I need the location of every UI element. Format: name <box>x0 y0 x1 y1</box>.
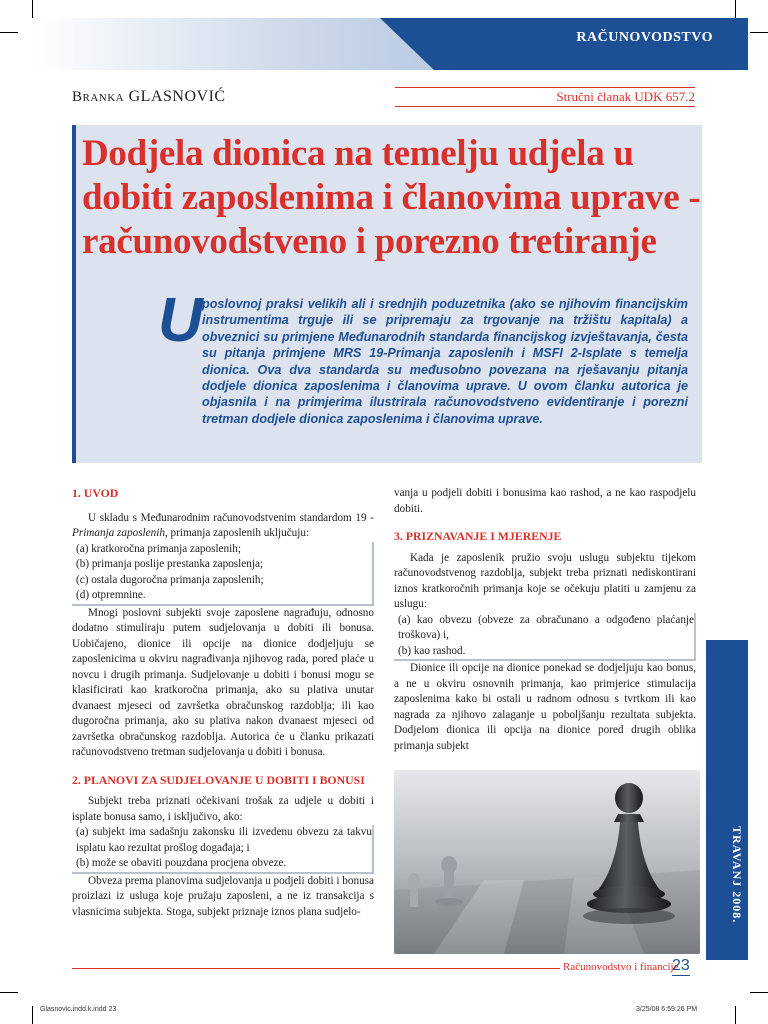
crop-mark <box>32 1006 33 1024</box>
crop-mark <box>750 992 768 993</box>
crop-mark <box>0 32 18 33</box>
paragraph: Kada je zaposlenik pružio svoju uslugu subjektu tijekom računovodstvenog razdoblja, subjekt treba priznati nediskontirani iznos kratkoročnih primanja koje se očekuju platiti u zamjenu za uslugu: <box>394 551 696 610</box>
abstract-text: poslovnoj praksi velikih ali i srednjih poduzetnika (ako se njihovim financijskim instrumentima trguje ili se pripremaju za trgovanje na tržištu kapitala) a obveznici su primjene Međunarodnih standarda financijskog izvještavanja, česta su pitanja primjene MRS 19-Primanja zaposlenih i MSFI 2-Isplate s temelja dionica. Ova dva standarda su međusobno povezana na rješavanju pitanja dodjele dionica zaposlenima i članovima uprave. U ovom članku autorica je objasnila i na primjerima ilustrirala računovodstveno evidentiranje i porezni tretman dodjele dionica zaposlenima i članovima uprave. <box>202 297 688 426</box>
paragraph: vanja u podjeli dobiti i bonusima kao rashod, a ne kao raspodjelu dobiti. <box>394 487 696 515</box>
crop-mark <box>0 992 18 993</box>
left-column <box>72 486 374 920</box>
list-item: (a) subjekt ima sadašnju zakonsku ili izvedenu obvezu za takvu isplatu kao rezultat prošlog događaja; i <box>76 826 372 854</box>
list-item: (c) ostala dugoročna primanja zaposlenih; <box>76 573 264 586</box>
section-label: RAČUNOVODSTVO <box>576 30 713 45</box>
crop-mark <box>32 0 33 18</box>
list-item: (b) može se obaviti pouzdana procjena obveze. <box>76 857 287 869</box>
paragraph: Subjekt treba priznati očekivani trošak za udjele u dobiti i isplate bonusa samo, i isključivo, ako: <box>72 795 374 823</box>
paragraph <box>72 511 374 542</box>
right-column <box>394 486 696 754</box>
article-abstract <box>150 296 688 427</box>
chess-pawn-photo <box>394 770 700 954</box>
paragraph: Mnogi poslovni subjekti svoje zaposlene nagrađuju, odnosno dodatno stimuliraju putem sudjelovanja u dobiti ili bonusa. Uobičajeno, dionice ili opcije na dionice dodjeljuju se zaposlenicima u okviru nagrađivanja njihovog rada, pored plaće u novcu i drugih primanja. Sudjelovanje u dobiti i bonusi mogu se klasificirati kao kratkoročna primanja, ako su plativa unutar dvanaest mjeseci od završetka obračunskog razdoblja; ili kao dugoročna primanja, ako su plativa nakon dvanaest mjeseci od završetka obračunskog razdoblja. Autorica će u članku prikazati računovodstveno tretman sudjelovanja u dobiti i bonusa. <box>72 606 374 758</box>
page-number: 23 <box>672 957 690 974</box>
list-item: (b) primanja poslije prestanka zaposlenja; <box>76 558 264 570</box>
list-item: (a) kao obvezu (obveze za obračunano a odgođeno plaćanje troškova) i, <box>398 613 694 641</box>
section-heading-priznavanje: 3. PRIZNAVANJE I MJERENJE <box>394 529 562 543</box>
paragraph-text: U skladu s Međunarodnim računovodstvenim standardom 19 - <box>88 511 374 524</box>
paragraph: Obveza prema planovima sudjelovanja u podjeli dobiti i bonusa proizlazi iz usluga koje pružaju zaposleni, a ne iz transakcija s vlasnicima subjekta. Stoga, subjekt priznaje iznos plana sudjelo- <box>72 874 374 918</box>
section-heading-planovi: 2. PLANOVI ZA SUDJELOVANJE U DOBITI I BONUSI <box>72 772 365 787</box>
paragraph-text: , primanja zaposlenih uključuju: <box>164 527 310 539</box>
print-timestamp: 3/25/08 6:59:26 PM <box>636 1006 698 1013</box>
author-last-name: GLASNOVIĆ <box>128 88 226 105</box>
list-item: (a) kratkoročna primanja zaposlenih; <box>76 542 241 555</box>
crop-mark <box>735 1006 736 1024</box>
list-item: (d) otpremnine. <box>76 589 146 601</box>
footer-rule <box>72 968 560 969</box>
paragraph: Dionice ili opcije na dionice ponekad se dodjeljuju kao bonus, a ne u okviru osnovnih primanja, kao primjerice stimulacija zaposlenima kako bi ostali u radnom odnosu s tvrtkom ili kao nagrada za njihovo zalaganje u poboljšanju rezultata subjekta. Dodjelom dionica ili opcija na dionice pored drugih oblika primanja subjekt <box>394 662 696 752</box>
issue-tab <box>706 640 748 960</box>
file-slug: Glasnovic.indd.k.indd 23 <box>40 1006 117 1013</box>
recognition-list <box>394 613 696 662</box>
list-item: (b) kao rashod. <box>398 644 466 657</box>
article-type: Stručni članak UDK 657.2 <box>395 87 695 107</box>
abstract-dropcap: U <box>158 286 203 355</box>
author-first-name: Branka <box>72 89 125 105</box>
crop-mark <box>735 0 736 18</box>
benefits-list <box>72 542 374 606</box>
conditions-list <box>72 825 374 874</box>
issue-date: TRAVANJ 2008. <box>730 826 744 924</box>
crop-mark <box>750 32 768 33</box>
section-heading-uvod: 1. UVOD <box>72 486 119 500</box>
article-title: Dodjela dionica na temelju udjela u dobiti zaposlenima i članovima uprave - računovodstveno i porezno tretiranje <box>82 133 701 262</box>
author-name <box>72 88 226 106</box>
magazine-name: Računovodstvo i financije <box>563 961 679 973</box>
standard-name: Primanja zaposlenih <box>72 527 165 539</box>
